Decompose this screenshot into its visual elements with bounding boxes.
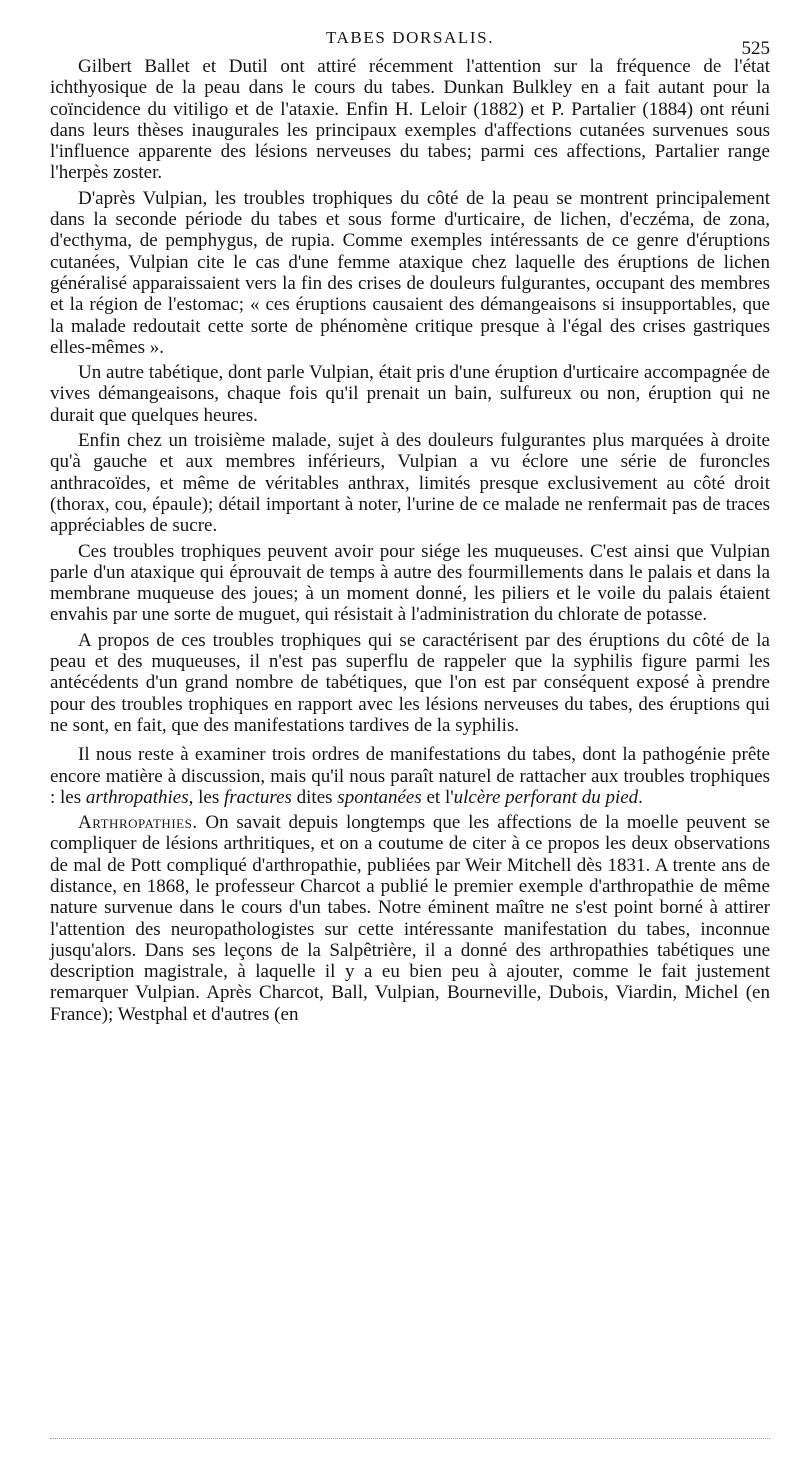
text-run: et l' [421, 786, 454, 808]
running-title: TABES DORSALIS. [325, 28, 495, 47]
body-text [50, 56, 770, 1025]
footer-dotted-rule [50, 1438, 770, 1439]
term-spontanees: spontanées [337, 786, 422, 808]
paragraph-furuncle-case: Enfin chez un troisième malade, sujet à des douleurs fulgurantes plus marquées à droite qu'à gauche et aux membres inférieurs, Vulpian a vu éclore une série de furoncles anthracoïdes, et même de véritables anthrax, limités presque exclusivement au côté droit (thorax, cou, épaule); détail important à noter, l'urine de ce malade ne renfermait pas de traces appréciables de sucre. [50, 430, 770, 537]
paragraph-syphilis-note: A propos de ces troubles trophiques qui se caractérisent par des éruptions du côté de la peau et des muqueuses, il n'est pas superflu de rappeler que la syphilis figure parmi les antécédents d'un grand nombre de tabétiques, que l'on est par conséquent exposé à prendre pour des troubles trophiques en rapport avec les lésions nerveuses du tabes, des éruptions qui ne sont, en fait, que des manifestations tardives de la syphilis. [50, 629, 770, 736]
text-run: . [638, 786, 643, 808]
section-heading-arthropathies: Arthropathies. [78, 812, 198, 834]
term-arthropathies: arthropathies [85, 786, 189, 808]
paragraph-ichthyosis: Gilbert Ballet et Dutil ont attiré récemment l'attention sur la fréquence de l'état ichthyosique de la peau dans le cours du tabes. Dunkan Bulkley en a fait autant pour la coïncidence du vitiligo et de l'ataxie. Enfin H. Leloir (1882) et P. Partalier (1884) ont réuni dans leurs thèses inaugurales les principaux exemples d'affections cutanées survenues sous l'influence apparente des lésions nerveuses du tabes; parmi ces affections, Partalier range l'herpès zoster. [50, 56, 770, 184]
text-run: dites [291, 786, 338, 808]
paragraph-vulpian-skin-troubles: D'après Vulpian, les troubles trophiques du côté de la peau se montrent principalement dans la seconde période du tabes et sous forme d'urticaire, de lichen, d'eczéma, de zona, d'ecthyma, de pemphygus, de rupia. Comme exemples intéressants de ce genre d'éruptions cutanées, Vulpian cite le cas d'une femme ataxique chez laquelle des éruptions de lichen généralisé apparaissaient vers la fin des crises de douleurs fulgurantes, occupant des membres et la région de l'estomac; « ces éruptions causaient des démangeaisons si insupportables, que la malade redoutait cette sorte de phénomène critique presque à l'égal des crises gastriques elles-mêmes ». [50, 187, 770, 358]
book-page [50, 0, 770, 1475]
term-fractures: fractures [224, 786, 292, 808]
paragraph-urticaria-case: Un autre tabétique, dont parle Vulpian, était pris d'une éruption d'urticaire accompagnée de vives démangeaisons, chaque fois qu'il prenait un bain, sulfureux ou non, éruption qui ne durait que quelques heures. [50, 362, 770, 426]
paragraph-mucous-membranes: Ces troubles trophiques peuvent avoir pour siége les muqueuses. C'est ainsi que Vulpian parle d'un ataxique qui éprouvait de temps à autre des fourmillements dans le palais et dans la membrane muqueuse des joues; à un moment donné, les piliers et le voile du palais étaient envahis par une sorte de muguet, qui résistait à l'administration du chlorate de potasse. [50, 540, 770, 626]
paragraph-arthropathies [50, 812, 770, 1025]
text-run: On savait depuis longtemps que les affections de la moelle peuvent se compliquer de lésions arthritiques, et on a coutume de citer à ce propos les deux observations de mal de Pott compliqué d'arthropathie, publiées par Weir Mitchell dès 1831. A trente ans de distance, en 1868, le professeur Charcot a publié le premier exemple d'arthropathie de même nature survenue dans le cours d'un tabes. Notre éminent maître ne s'est point borné à attirer l'attention des neuropathologistes sur cette intéressante manifestation du tabes, inconnue jusqu'alors. Dans ses leçons de la Salpêtrière, il a donné des arthropathies tabétiques une description magistrale, à laquelle il y a eu bien peu à ajouter, comme le fait justement remarquer Vulpian. Après Charcot, Ball, Vulpian, Bourneville, Dubois, Viardin, Michel (en France); Westphal et d'autres (en [50, 812, 770, 1025]
term-ulcere-perforant: ulcère perforant du pied [453, 786, 639, 808]
text-run: Il nous reste à examiner trois ordres de manifestations du tabes, dont la pathogénie prête encore matière à discussion, mais qu'il nous paraît naturel de rattacher aux troubles trophiques : les [50, 744, 770, 808]
page-number: 525 [741, 38, 770, 59]
text-run: , les [188, 786, 224, 808]
paragraph-three-orders [50, 744, 770, 808]
running-header [50, 0, 770, 59]
